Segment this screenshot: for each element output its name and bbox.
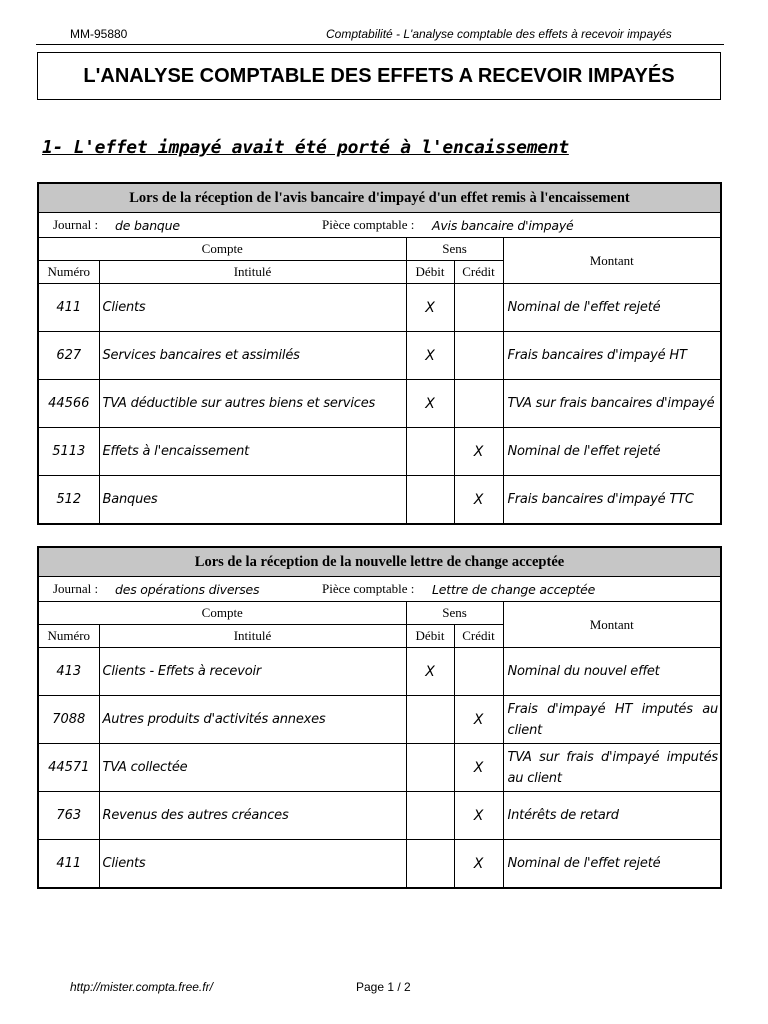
account-title: Effets à l'encaissement [99,428,406,476]
account-number: 411 [38,840,99,889]
debit-mark: X [406,284,454,332]
column-header-montant: Montant [503,602,721,648]
document-reference: MM-95880 [70,27,128,41]
account-number: 7088 [38,696,99,744]
piece-label: Pièce comptable : [322,217,415,232]
footer-website-link[interactable]: http://mister.compta.free.fr/ [70,980,213,994]
account-title: Revenus des autres créances [99,792,406,840]
table-row [38,840,721,889]
credit-mark [454,380,503,428]
credit-mark: X [454,792,503,840]
table-caption: Lors de la réception de la nouvelle lettre de change acceptée [38,547,721,577]
column-header-intitule: Intitulé [99,625,406,648]
debit-mark: X [406,380,454,428]
account-title: TVA déductible sur autres biens et services [99,380,406,428]
amount-description: TVA sur frais d'impayé imputés au client [503,744,721,792]
amount-description: TVA sur frais bancaires d'impayé [503,380,721,428]
document-subject: Comptabilité - L'analyse comptable des effets à recevoir impayés [326,27,672,41]
column-header-intitule: Intitulé [99,261,406,284]
column-header-credit: Crédit [454,261,503,284]
credit-mark: X [454,840,503,889]
table-row [38,380,721,428]
debit-mark [406,840,454,889]
account-number: 627 [38,332,99,380]
account-number: 512 [38,476,99,525]
journal-label: Journal : [53,581,99,596]
account-title: Services bancaires et assimilés [99,332,406,380]
account-title: Clients [99,840,406,889]
account-title: TVA collectée [99,744,406,792]
table-row [38,792,721,840]
account-title: Clients - Effets à recevoir [99,648,406,696]
column-header-montant: Montant [503,238,721,284]
column-header-credit: Crédit [454,625,503,648]
piece-value: Avis bancaire d'impayé [432,217,574,233]
page-number: Page 1 / 2 [356,980,411,994]
column-header-sens: Sens [406,238,503,261]
column-header-numero: Numéro [38,625,99,648]
header-divider [36,44,724,45]
journal-label: Journal : [53,217,99,232]
page-title: L'ANALYSE COMPTABLE DES EFFETS A RECEVOIR IMPAYÉS [37,52,721,100]
journal-value: de banque [115,217,180,233]
credit-mark [454,648,503,696]
column-header-compte: Compte [38,602,406,625]
amount-description: Nominal de l'effet rejeté [503,840,721,889]
amount-description: Nominal de l'effet rejeté [503,284,721,332]
account-number: 44571 [38,744,99,792]
debit-mark: X [406,648,454,696]
section-title: 1- L'effet impayé avait été porté à l'encaissement [42,137,569,158]
account-number: 411 [38,284,99,332]
table-caption: Lors de la réception de l'avis bancaire d'impayé d'un effet remis à l'encaissement [38,183,721,213]
debit-mark: X [406,332,454,380]
credit-mark: X [454,476,503,525]
journal-row [38,213,721,238]
debit-mark [406,744,454,792]
amount-description: Frais bancaires d'impayé TTC [503,476,721,525]
column-header-numero: Numéro [38,261,99,284]
debit-mark [406,696,454,744]
amount-description: Nominal de l'effet rejeté [503,428,721,476]
piece-value: Lettre de change acceptée [432,581,596,597]
account-number: 413 [38,648,99,696]
table-row [38,332,721,380]
amount-description: Nominal du nouvel effet [503,648,721,696]
piece-label: Pièce comptable : [322,581,415,596]
journal-row [38,577,721,602]
amount-description: Frais d'impayé HT imputés au client [503,696,721,744]
column-header-debit: Débit [406,261,454,284]
credit-mark: X [454,696,503,744]
table-row [38,428,721,476]
account-title: Autres produits d'activités annexes [99,696,406,744]
credit-mark [454,284,503,332]
table-row [38,284,721,332]
amount-description: Frais bancaires d'impayé HT [503,332,721,380]
column-header-sens: Sens [406,602,503,625]
table-row [38,696,721,744]
table-row [38,476,721,525]
journal-entry-table-1 [37,182,722,525]
column-header-debit: Débit [406,625,454,648]
journal-value: des opérations diverses [115,581,260,597]
account-number: 763 [38,792,99,840]
column-header-compte: Compte [38,238,406,261]
account-number: 5113 [38,428,99,476]
credit-mark: X [454,428,503,476]
journal-entry-table-2 [37,546,722,889]
table-row [38,744,721,792]
account-title: Clients [99,284,406,332]
debit-mark [406,476,454,525]
account-title: Banques [99,476,406,525]
debit-mark [406,428,454,476]
credit-mark: X [454,744,503,792]
amount-description: Intérêts de retard [503,792,721,840]
table-row [38,648,721,696]
account-number: 44566 [38,380,99,428]
credit-mark [454,332,503,380]
debit-mark [406,792,454,840]
